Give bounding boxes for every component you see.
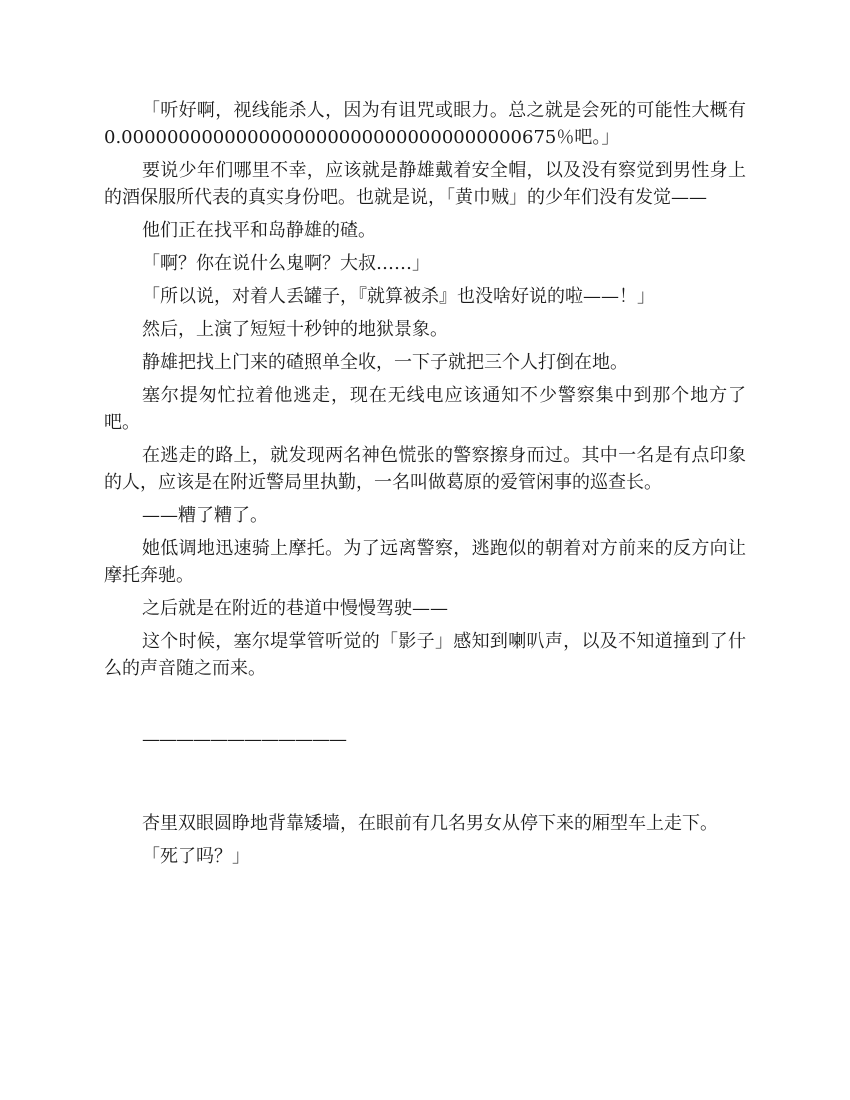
paragraph: 杏里双眼圆睁地背靠矮墙，在眼前有几名男女从停下来的厢型车上走下。 xyxy=(142,813,718,834)
paragraph: 他们正在找平和岛静雄的碴。 xyxy=(142,220,376,241)
paragraph: 「听好啊，视线能杀人，因为有诅咒或眼力。总之就是会死的可能性大概有0.00000000000000000000000000000000000675％吧。」 xyxy=(104,100,746,148)
paragraph: 塞尔提匆忙拉着他逃走，现在无线电应该通知不少警察集中到那个地方了吧。 xyxy=(104,385,746,433)
paragraph: 要说少年们哪里不幸，应该就是静雄戴着安全帽，以及没有察觉到男性身上的酒保服所代表的真实身份吧。也就是说，「黄巾贼」的少年们没有发觉—— xyxy=(104,160,746,208)
paragraph: 「所以说，对着人丢罐子，『就算被杀』也没啥好说的啦——！」 xyxy=(142,286,655,307)
paragraph: 「死了吗？」 xyxy=(142,846,250,867)
document-page xyxy=(104,97,746,870)
paragraph: 然后，上演了短短十秒钟的地狱景象。 xyxy=(142,319,448,340)
scene-separator: ———————————— xyxy=(142,729,346,750)
paragraph: 之后就是在附近的巷道中慢慢驾驶—— xyxy=(142,598,448,619)
paragraph: ——糟了糟了。 xyxy=(142,505,268,526)
paragraph: 在逃走的路上，就发现两名神色慌张的警察擦身而过。其中一名是有点印象的人，应该是在附近警局里执勤，一名叫做葛原的爱管闲事的巡查长。 xyxy=(104,445,746,493)
paragraph: 她低调地迅速骑上摩托。为了远离警察，逃跑似的朝着对方前来的反方向让摩托奔驰。 xyxy=(104,538,746,586)
section-two xyxy=(104,810,746,870)
paragraph: 这个时候，塞尔堤掌管听觉的「影子」感知到喇叭声，以及不知道撞到了什么的声音随之而来。 xyxy=(104,631,746,679)
paragraph: 静雄把找上门来的碴照单全收，一下子就把三个人打倒在地。 xyxy=(142,352,628,373)
paragraph: 「啊？你在说什么鬼啊？大叔……」 xyxy=(142,253,430,274)
section-one xyxy=(104,97,746,682)
